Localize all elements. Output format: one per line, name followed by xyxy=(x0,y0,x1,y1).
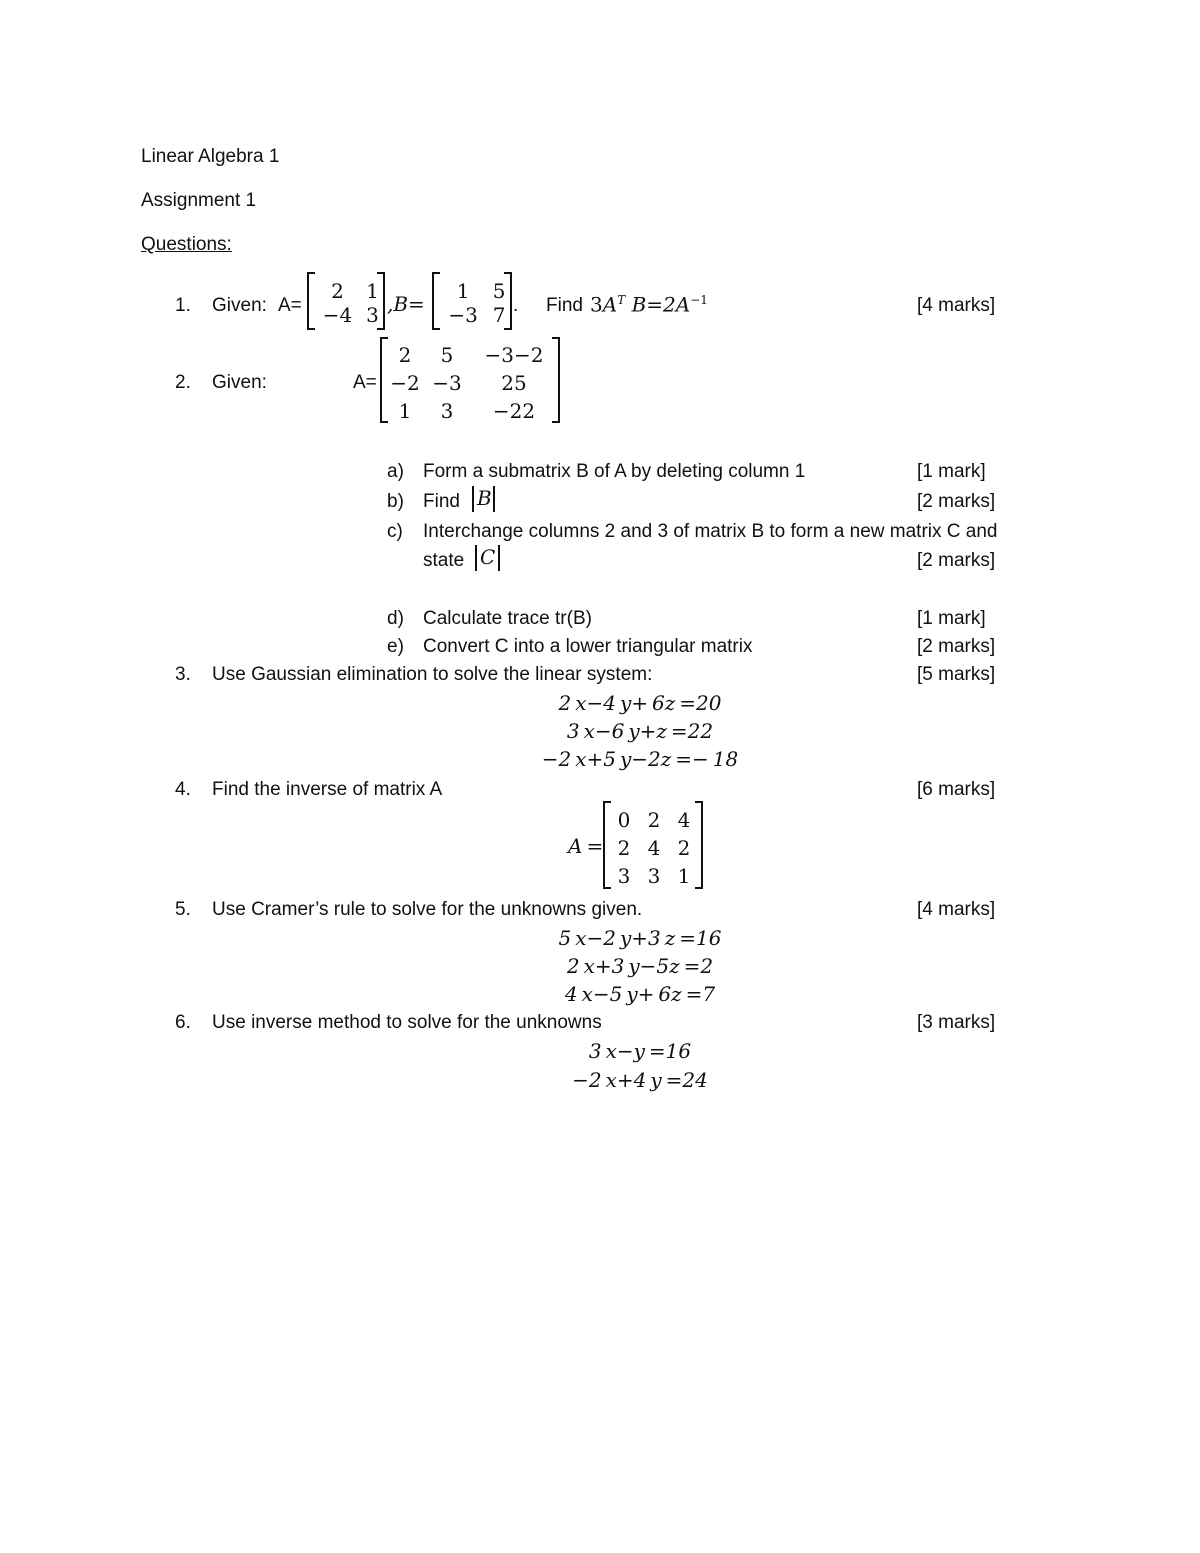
q4-matrix xyxy=(603,801,703,889)
q5-number: 5. xyxy=(175,899,191,920)
matrix-cell: −3 xyxy=(448,303,478,327)
q2-part-c-determinant xyxy=(473,545,503,571)
determinant-bar xyxy=(472,486,474,512)
matrix-cell: −22 xyxy=(492,399,536,423)
determinant-bar xyxy=(498,545,500,571)
matrix-cell: 1 xyxy=(398,399,412,423)
q1-label: Given: xyxy=(212,295,267,316)
q2-part-b-letter: b) xyxy=(387,491,404,512)
q2-part-b-determinant xyxy=(470,486,498,512)
left-bracket xyxy=(380,337,388,423)
matrix-cell: 1 xyxy=(456,279,470,303)
q1-find: Find xyxy=(546,295,583,316)
matrix-cell: 0 xyxy=(617,808,631,832)
matrix-cell: 5 xyxy=(440,343,454,367)
matrix-cell: −3 xyxy=(432,371,462,395)
q2-part-c-text2: state xyxy=(423,550,465,571)
q3-number: 3. xyxy=(175,664,191,685)
q6-text: Use inverse method to solve for the unknowns xyxy=(212,1012,602,1033)
q6-equation: −2 x+4 y =24 xyxy=(572,1068,708,1092)
q1-matrix-b xyxy=(432,272,512,330)
q5-text: Use Cramer’s rule to solve for the unknowns given. xyxy=(212,899,643,920)
q2-part-c-text: Interchange columns 2 and 3 of matrix B to form a new matrix C and xyxy=(423,521,998,542)
matrix-cell: 2 xyxy=(617,836,631,860)
q6-marks: [3 marks] xyxy=(917,1012,996,1033)
matrix-cell: 3 xyxy=(366,303,379,327)
matrix-cell: 3 xyxy=(617,864,631,888)
matrix-cell: 3 xyxy=(440,399,454,423)
q2-part-c-letter: c) xyxy=(387,521,403,542)
course-title: Linear Algebra 1 xyxy=(141,146,280,167)
q2-part-b-text: Find xyxy=(423,491,460,512)
q2-a-prefix: A= xyxy=(353,372,377,393)
q1-expr-b: B=2 xyxy=(631,292,676,317)
q2-matrix xyxy=(380,337,560,423)
q2-number: 2. xyxy=(175,372,191,393)
q1-b-prefix: ,B= xyxy=(387,292,425,316)
matrix-cell: 7 xyxy=(492,303,506,327)
q5-equation: 4 x−5 y+ 6z =7 xyxy=(564,982,716,1006)
q1-number: 1. xyxy=(175,295,191,316)
q2-part-b-marks: [2 marks] xyxy=(917,491,996,512)
q2-part-a-marks: [1 mark] xyxy=(917,461,986,482)
q3-equation: 3 x−6 y+z =22 xyxy=(566,719,714,743)
q1-dot: . xyxy=(513,295,519,316)
matrix-cell: 2 xyxy=(677,836,691,860)
q5-marks: [4 marks] xyxy=(917,899,996,920)
q3-marks: [5 marks] xyxy=(917,664,996,685)
q3-equation: 2 x−4 y+ 6z =20 xyxy=(558,691,722,715)
q1-expr-inverse: −1 xyxy=(690,293,708,307)
q4-matrix-prefix: A = xyxy=(568,834,604,858)
q4-marks: [6 marks] xyxy=(917,779,996,800)
q6-equation: 3 x−y =16 xyxy=(588,1039,692,1063)
q1-a-prefix: A= xyxy=(278,295,302,316)
q5-equation: 2 x+3 y−5z =2 xyxy=(566,954,714,978)
q1-expr-a: A xyxy=(602,292,618,317)
matrix-cell: 1 xyxy=(366,279,379,303)
q1-expr-coefficient: 3 xyxy=(590,292,603,317)
q3-equation: −2 x+5 y−2z =− 18 xyxy=(541,747,739,771)
questions-heading: Questions: xyxy=(141,234,232,255)
determinant-bar xyxy=(493,486,495,512)
assignment-title: Assignment 1 xyxy=(141,190,257,211)
q2-part-a-text: Form a submatrix B of A by deleting column 1 xyxy=(423,461,806,482)
q1-expr-a2: A xyxy=(675,292,691,317)
matrix-cell: 4 xyxy=(647,836,661,860)
determinant-bar xyxy=(475,545,477,571)
matrix-cell: 4 xyxy=(677,808,691,832)
q1-expression xyxy=(590,294,708,315)
matrix-cell: 1 xyxy=(677,864,691,888)
q4-text: Find the inverse of matrix A xyxy=(212,779,443,800)
q2-part-e-marks: [2 marks] xyxy=(917,636,996,657)
q2-part-d-text: Calculate trace tr(B) xyxy=(423,608,592,629)
matrix-cell: −3−2 xyxy=(484,343,544,367)
matrix-cell: −4 xyxy=(322,303,353,327)
q2-part-c-marks: [2 marks] xyxy=(917,550,996,571)
q6-number: 6. xyxy=(175,1012,191,1033)
determinant-symbol: C xyxy=(480,545,496,569)
matrix-cell: 2 xyxy=(398,343,412,367)
q2-part-e-letter: e) xyxy=(387,636,404,657)
matrix-cell: 2 xyxy=(647,808,661,832)
q1-expr-transpose: T xyxy=(617,293,626,307)
q5-equation: 5 x−2 y+3 z =16 xyxy=(558,926,722,950)
matrix-cell: 2 xyxy=(331,279,344,303)
determinant-symbol: B xyxy=(477,486,492,510)
matrix-cell: 3 xyxy=(647,864,661,888)
matrix-cell: −2 xyxy=(390,371,420,395)
q1-marks: [4 marks] xyxy=(917,295,996,316)
q2-part-d-letter: d) xyxy=(387,608,404,629)
q2-part-e-text: Convert C into a lower triangular matrix xyxy=(423,636,753,657)
q3-text: Use Gaussian elimination to solve the linear system: xyxy=(212,664,653,685)
q2-part-d-marks: [1 mark] xyxy=(917,608,986,629)
matrix-cell: 5 xyxy=(492,279,506,303)
q4-number: 4. xyxy=(175,779,191,800)
q2-part-a-letter: a) xyxy=(387,461,404,482)
q1-matrix-a xyxy=(307,272,385,330)
matrix-cell: 25 xyxy=(501,371,527,395)
q2-label: Given: xyxy=(212,372,267,393)
